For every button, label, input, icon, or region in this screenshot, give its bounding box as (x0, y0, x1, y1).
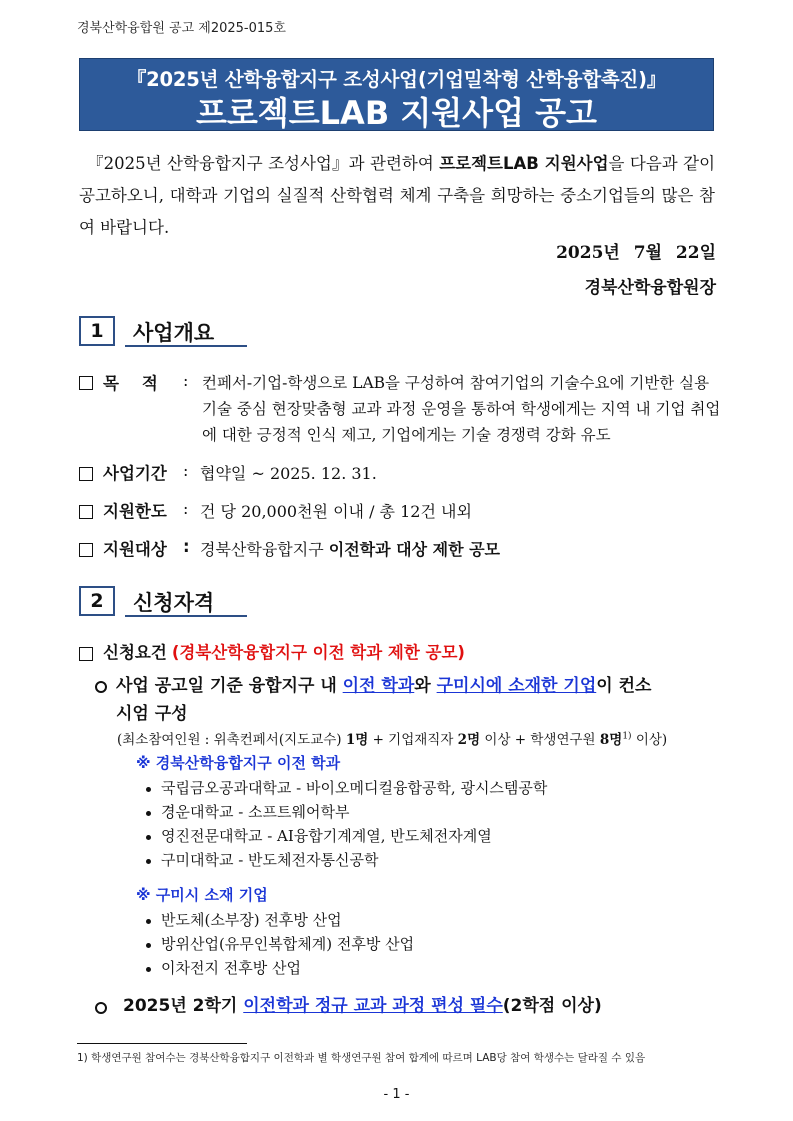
limit-sep: : (183, 499, 189, 518)
bullet-icon (146, 859, 151, 864)
condition-1-and: 와 (414, 676, 437, 696)
condition-2-required: 이전학과 정규 교과 과정 편성 필수 (243, 996, 503, 1016)
target-value-bold: 이전학과 대상 제한 공모 (328, 540, 501, 559)
min-student: 8명 (599, 732, 623, 748)
bullet-icon (146, 787, 151, 792)
period-value: 협약일 ~ 2025. 12. 31. (200, 464, 377, 483)
min-text-3: 이상 + 학생연구원 (480, 732, 600, 748)
section-1-number: 1 (79, 316, 115, 346)
minimum-members (117, 728, 667, 748)
list-item-text: 반도체(소부장) 전후방 산업 (161, 911, 342, 929)
list-item-text: 국립금오공과대학교 - 바이오메디컬융합공학, 광시스템공학 (161, 779, 548, 797)
announcement-date: 2025년 7월 22일 (556, 243, 716, 263)
bullet-icon (146, 811, 151, 816)
limit-value: 건 당 20,000천원 이내 / 총 12건 내외 (200, 502, 472, 521)
page-number: - 1 - (383, 1087, 410, 1102)
list-item-text: 경운대학교 - 소프트웨어학부 (161, 803, 350, 821)
list-item-text: 방위산업(유무인복합체계) 전후방 산업 (161, 935, 415, 953)
list-item (146, 909, 342, 930)
list-item (146, 777, 547, 798)
footnote: 1) 학생연구원 참여수는 경북산학융합지구 이전학과 별 학생연구원 참여 합계에 따르며 LAB당 참여 학생수는 달라질 수 있음 (77, 1052, 646, 1064)
list-item (146, 849, 378, 870)
circle-bullet-icon (95, 1002, 107, 1014)
condition-2 (123, 991, 602, 1016)
checkbox-icon (79, 543, 93, 557)
footnote-ref: 1) (622, 731, 632, 742)
list-1-heading: ※ 경북산학융합지구 이전 학과 (136, 754, 341, 772)
banner-subtitle: 『2025년 산학융합지구 조성사업(기업밀착형 산학융합촉진)』 (126, 68, 667, 91)
target-value: 경북산학융합지구 (200, 540, 329, 559)
bullet-icon (146, 967, 151, 972)
requirement-note: (경북산학융합지구 이전 학과 제한 공모) (171, 643, 465, 662)
circle-bullet-icon (95, 681, 107, 693)
target-label: 지원대상 (103, 540, 167, 559)
min-text-1: (최소참여인원 : 위촉컨페서(지도교수) (117, 732, 346, 748)
intro-text-1: 『2025년 산학융합지구 조성사업』과 관련하여 (87, 154, 440, 173)
list-item (146, 957, 301, 978)
condition-2-text: 2025년 2학기 (123, 996, 244, 1016)
list-2-heading: ※ 구미시 소재 기업 (136, 886, 268, 904)
bullet-icon (146, 919, 151, 924)
list-item (146, 825, 492, 846)
section-2-number: 2 (79, 586, 115, 616)
limit-label: 지원한도 (103, 502, 167, 521)
condition-1-text: 사업 공고일 기준 융합지구 내 (116, 676, 343, 696)
list-item-text: 이차전지 전후방 산업 (161, 959, 301, 977)
section-2-underline (125, 615, 247, 617)
requirement-label: 신청요건 (103, 643, 167, 662)
document-number: 경북산학융합원 공고 제2025-015호 (77, 21, 286, 36)
signatory: 경북산학융합원장 (584, 278, 716, 298)
condition-1-tail: 이 컨소 (596, 676, 652, 696)
checkbox-icon (79, 505, 93, 519)
list-item (146, 801, 350, 822)
intro-bold: 프로젝트LAB 지원사업 (439, 154, 609, 173)
min-consultant: 1명 (345, 732, 369, 748)
min-employee: 2명 (457, 732, 481, 748)
list-item (146, 933, 414, 954)
period-label: 사업기간 (103, 464, 167, 483)
condition-1-company: 구미시에 소재한 기업 (436, 676, 597, 696)
checkbox-icon (79, 376, 93, 390)
section-1-underline (125, 345, 247, 347)
target-sep: : (183, 537, 190, 556)
purpose-text: 컨페서-기업-학생으로 LAB을 구성하여 참여기업의 기술수요에 기반한 실용기술 중심 현장맞춤형 교과 과정 운영을 통하여 학생에게는 지역 내 기업 취업에 대한 긍정적 인식 제고, 기업에게는 기술 경쟁력 강화 유도 (202, 374, 721, 444)
condition-2-credits: (2학점 이상) (502, 996, 602, 1016)
intro-paragraph (79, 148, 715, 244)
period-sep: : (183, 461, 189, 480)
condition-1-line2: 시엄 구성 (116, 704, 188, 724)
condition-1 (116, 671, 721, 696)
list-item-text: 영진전문대학교 - AI융합기계계열, 반도체전자계열 (161, 827, 492, 845)
purpose-label: 목 적 (103, 374, 158, 393)
condition-1-dept: 이전 학과 (342, 676, 415, 696)
title-banner (79, 58, 714, 131)
bullet-icon (146, 835, 151, 840)
section-1-title: 사업개요 (133, 321, 215, 345)
checkbox-icon (79, 647, 93, 661)
purpose-sep: : (183, 371, 189, 390)
list-item-text: 구미대학교 - 반도체전자통신공학 (161, 851, 379, 869)
footnote-divider (77, 1043, 247, 1044)
intro-text-2: 을 다음과 같이 공고하오니, 대학과 기업의 실질적 산학협력 체계 구축을 희망하는 중소기업들의 많은 참여 바랍니다. (79, 154, 716, 237)
banner-title: 프로젝트LAB 지원사업 공고 (196, 94, 597, 132)
min-text-4: 이상) (631, 732, 668, 748)
section-2-title: 신청자격 (133, 591, 215, 615)
bullet-icon (146, 943, 151, 948)
checkbox-icon (79, 467, 93, 481)
min-text-2: + 기업재직자 (368, 732, 458, 748)
